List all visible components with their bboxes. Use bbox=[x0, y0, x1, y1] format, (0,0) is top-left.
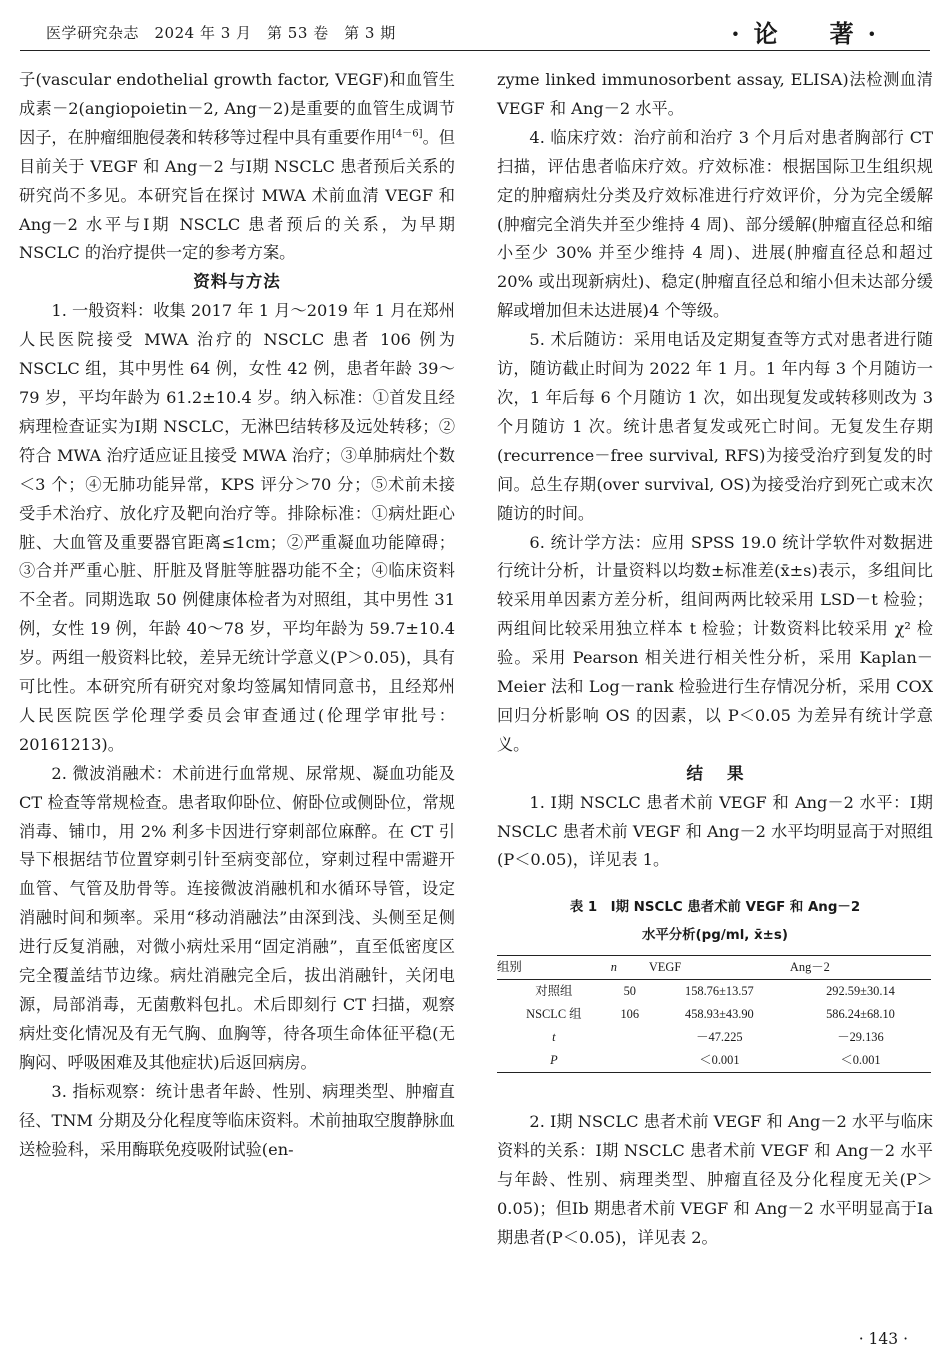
col-header-group: 组别 bbox=[497, 956, 611, 980]
table-row bbox=[497, 1026, 931, 1049]
right-column bbox=[497, 66, 933, 1253]
table-row bbox=[497, 1049, 931, 1073]
table-row bbox=[497, 1003, 931, 1026]
left-column bbox=[19, 66, 455, 1164]
table-1 bbox=[497, 955, 931, 1073]
table-header-row bbox=[497, 956, 931, 980]
col-header-n: n bbox=[611, 956, 649, 980]
table-cell bbox=[611, 1049, 649, 1073]
table-cell: －29.136 bbox=[837, 1030, 884, 1045]
table-cell: 对照组 bbox=[535, 984, 573, 999]
results-heading: 结果 bbox=[686, 763, 768, 783]
table-caption: 表 1 Ⅰ期 NSCLC 患者术前 VEGF 和 Ang－2 bbox=[569, 900, 861, 916]
results-paragraph-2: 2. Ⅰ期 NSCLC 患者术前 VEGF 和 Ang－2 水平与临床资料的关系：Ⅰ期 NSCLC 患者术前 VEGF 和 Ang－2 水平与年龄、性别、病理类型、肿瘤直径及分化程度无关(P＞0.05)；但Ⅰb 期患者术前 VEGF 和 Ang－2 水平明显高于Ⅰa 期患者(P＜0.05)，详见表 2。 bbox=[497, 1112, 933, 1247]
table-cell bbox=[611, 1026, 649, 1049]
section-label: ·论 著· bbox=[731, 19, 890, 48]
table-cell: 50 bbox=[623, 984, 636, 999]
methods-statistics: 6. 统计学方法：应用 SPSS 19.0 统计学软件对数据进行统计分析，计量资料以均数±标准差(x̄±s)表示，多组间比较采用单因素方差分析，组间两两比较采用 LSD－t 检验；两组间比较采用独立样本 t 检验；计数资料比较采用 χ² 检验。采用 Pearson 相关进行相关性分析，采用 Kaplan－Meier 法和 Log－rank 检验进行生存情况分析，采用 COX 回归分析影响 OS 的因素，以 P＜0.05 为差异有统计学意义。 bbox=[497, 532, 933, 754]
methods-general-data: 1. 一般资料：收集 2017 年 1 月～2019 年 1 月在郑州人民医院接受 MWA 治疗的 NSCLC 患者 106 例为 NSCLC 组，其中男性 64 例，女性 42 例，患者年龄 39～79 岁，平均年龄为 61.2±10.4 岁。纳入标准：①首发且经病理检查证实为Ⅰ期 NSCLC，无淋巴结转移及远处转移；②符合 MWA 治疗适应证且接受 MWA 治疗；③单肺病灶个数＜3 个；④无肺功能异常，KPS 评分＞70 分；⑤术前未接受手术治疗、放化疗及靶向治疗等。排除标准：①病灶距心脏、大血管及重要器官距离≤1cm；②严重凝血功能障碍；③合并严重心脏、肝脏及肾脏等脏器功能不全；④临床资料不全者。同期选取 50 例健康体检者为对照组，其中男性 31 例，女性 19 例，年龄 40～78 岁，平均年龄为 59.7±10.4 岁。两组一般资料比较，差异无统计学意义(P＞0.05)，具有可比性。本研究所有研究对象均签属知情同意书，且经郑州人民医院医学伦理学委员会审查通过(伦理学审批号：20161213)。 bbox=[19, 301, 455, 754]
methods-microwave-ablation: 2. 微波消融术：术前进行血常规、尿常规、凝血功能及 CT 检查等常规检查。患者取仰卧位、俯卧位或侧卧位，常规消毒、铺巾，用 2% 利多卡因进行穿刺部位麻醉。在 CT 引导下根据结节位置穿刺引针至病变部位，穿刺过程中需避开血管、气管及肋骨等。连接微波消融机和水循环导管，设定消融时间和频率。采用“移动消融法”由深到浅、头侧至足侧进行反复消融，对微小病灶采用“固定消融”，直至低密度区完全覆盖结节边缘。病灶消融完全后，拔出消融针，关闭电源，局部消毒，无菌敷料包扎。术后即刻行 CT 扫描，观察病灶变化情况及有无气胸、血胸等，待各项生命体征平稳(无胸闷、呼吸困难及其他症状)后返回病房。 bbox=[19, 763, 455, 1072]
table-cell: 158.76±13.57 bbox=[685, 984, 754, 999]
table-cell: 106 bbox=[620, 1007, 640, 1022]
results-paragraph-1: 1. Ⅰ期 NSCLC 患者术前 VEGF 和 Ang－2 水平：Ⅰ期 NSCLC 患者术前 VEGF 和 Ang－2 水平均明显高于对照组(P＜0.05)，详见表 1。 bbox=[497, 792, 933, 870]
intro-paragraph bbox=[19, 66, 455, 268]
methods-clinical-efficacy: 4. 临床疗效：治疗前和治疗 3 个月后对患者胸部行 CT 扫描，评估患者临床疗效。疗效标准：根据国际卫生组织规定的肿瘤病灶分类及疗效标准进行疗效评价，分为完全缓解(肿瘤完全消失并至少维持 4 周)、部分缓解(肿瘤直径总和缩小至少 30% 并至少维持 4 周)、进展(肿瘤直径总和超过 20% 或出现新病灶)、稳定(肿瘤直径总和缩小但未达部分缓解或增加但未达进展)4 个等级。 bbox=[497, 127, 933, 321]
table-caption-line2: 水平分析(pg/ml, x̄±s) bbox=[642, 928, 788, 944]
table-cell: －47.225 bbox=[696, 1030, 743, 1045]
intro-text-cont: 。但目前关于 VEGF 和 Ang－2 与Ⅰ期 NSCLC 患者预后关系的研究尚不多见。本研究旨在探讨 MWA 术前血清 VEGF 和 Ang－2 水平与Ⅰ期 NSCLC 患者预后的关系，为早期 NSCLC 的治疗提供一定的参考方案。 bbox=[19, 127, 455, 263]
table-cell: P bbox=[497, 1049, 611, 1073]
methods-indicators: 3. 指标观察：统计患者年龄、性别、病理类型、肿瘤直径、TNM 分期及分化程度等临床资料。术前抽取空腹静脉血送检验科，采用酶联免疫吸附试验(en- bbox=[19, 1081, 455, 1159]
col-header-vegf: VEGF bbox=[649, 956, 790, 980]
table-cell: ＜0.001 bbox=[649, 1049, 790, 1073]
methods-indicators-cont: zyme linked immunosorbent assay, ELISA)法检测血清 VEGF 和 Ang－2 水平。 bbox=[497, 70, 933, 118]
table-cell: NSCLC 组 bbox=[526, 1007, 582, 1022]
intro-text: 子(vascular endothelial growth factor, VEGF)和血管生成素－2(angiopoietin－2, Ang－2)是重要的血管生成调节因子，在肿瘤细胞侵袭和转移等过程中具有重要作用 bbox=[19, 70, 455, 147]
page-number: · 143 · bbox=[858, 1330, 908, 1348]
citation: [4－6] bbox=[392, 128, 423, 140]
methods-heading: 资料与方法 bbox=[193, 272, 281, 292]
table-cell: 292.59±30.14 bbox=[826, 984, 895, 999]
table-row bbox=[497, 980, 931, 1004]
table-cell: 586.24±68.10 bbox=[826, 1007, 895, 1022]
table-cell: t bbox=[552, 1030, 556, 1045]
table-cell: ＜0.001 bbox=[790, 1049, 931, 1073]
table-cell: 458.93±43.90 bbox=[685, 1007, 754, 1022]
journal-info: 医学研究杂志 2024 年 3 月 第 53 卷 第 3 期 bbox=[46, 24, 396, 42]
methods-follow-up: 5. 术后随访：采用电话及定期复查等方式对患者进行随访，随访截止时间为 2022 年 1 月。1 年内每 3 个月随访一次，1 年后每 6 个月随访 1 次，如出现复发或转移则改为 3 个月随访 1 次。统计患者复发或死亡时间。无复发生存期(recurrence－free survival, RFS)为接受治疗到复发的时间。总生存期(over survival, OS)为接受治疗到死亡或末次随访的时间。 bbox=[497, 330, 933, 523]
header-rule bbox=[20, 50, 930, 51]
col-header-ang2: Ang－2 bbox=[790, 956, 931, 980]
